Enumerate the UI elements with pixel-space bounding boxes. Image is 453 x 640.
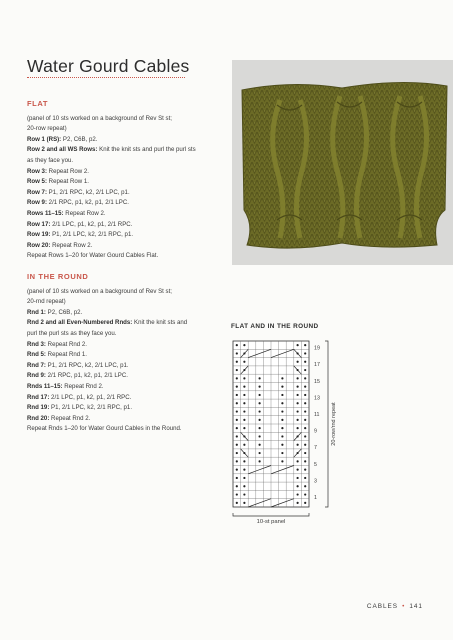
purl-dot [281,410,283,412]
instruction-text: Repeat Rnd 2. [45,340,87,348]
instruction-row-label: Row 2 and all WS Rows: [27,146,98,154]
panel-bracket [233,513,309,516]
instruction-text: 2/1 RPC, p1, k2, p1, 2/1 LPC. [46,199,129,207]
instruction-line [27,241,222,252]
purl-dot [281,386,283,388]
round-instructions [27,272,222,435]
purl-dot [304,477,306,479]
instruction-text: Repeat Row 2. [50,241,93,249]
instruction-text: Repeat Rows 1–20 for Water Gourd Cables Flat. [27,252,159,260]
purl-dot [259,386,261,388]
purl-dot [304,493,306,495]
instruction-text: (panel of 10 sts worked on a background of Rev St st; [27,114,172,122]
purl-dot [236,361,238,363]
instruction-row-label: Rnd 1: [27,308,46,316]
purl-dot [297,361,299,363]
instruction-row-label: Row 7: [27,188,47,196]
purl-dot [243,377,245,379]
purl-dot [297,419,299,421]
purl-dot [259,435,261,437]
purl-dot [259,444,261,446]
purl-dot [304,352,306,354]
purl-dot [297,410,299,412]
purl-dot [304,435,306,437]
purl-dot [304,402,306,404]
instruction-row-label: Rnd 3: [27,340,46,348]
instruction-line [27,188,222,199]
instruction-line [27,424,222,435]
instruction-text: Repeat Row 1. [46,178,89,186]
purl-dot [236,444,238,446]
instruction-line [27,156,222,167]
purl-dot [243,493,245,495]
instruction-row-label: Row 3: [27,167,47,175]
purl-dot [259,394,261,396]
round-heading: IN THE ROUND [27,272,89,281]
purl-dot [304,386,306,388]
instruction-text: 2/1 LPC, p1, k2, p1, 2/1 RPC. [49,393,132,401]
purl-dot [259,452,261,454]
purl-dot [236,386,238,388]
instruction-line [27,371,222,382]
row-number: 19 [314,345,320,352]
purl-dot [304,369,306,371]
purl-dot [304,419,306,421]
purl-dot [304,361,306,363]
instruction-row-label: Row 9: [27,199,47,207]
instruction-row-label: Rnds 11–15: [27,382,63,390]
purl-dot [236,352,238,354]
instruction-text: 2/1 LPC, p1, k2, p1, 2/1 RPC. [50,220,133,228]
instruction-line [27,177,222,188]
purl-dot [297,477,299,479]
title-divider [27,77,185,78]
instruction-text: Repeat Row 2. [46,167,89,175]
instruction-row-label: Rows 11–15: [27,209,64,217]
row-number: 15 [314,378,320,385]
purl-dot [243,502,245,504]
purl-dot [304,410,306,412]
instruction-line [27,209,222,220]
footer-bullet: • [402,603,406,610]
instruction-line [27,308,222,319]
instruction-text: as they face you. [27,156,74,164]
purl-dot [297,502,299,504]
purl-dot [304,344,306,346]
purl-dot [243,477,245,479]
instruction-line [27,251,222,262]
purl-dot [281,427,283,429]
purl-dot [236,485,238,487]
instruction-text: Repeat Rnd 2. [49,414,91,422]
purl-dot [236,402,238,404]
purl-dot [304,502,306,504]
instruction-line [27,230,222,241]
purl-dot [297,485,299,487]
row-number: 3 [314,478,317,485]
instruction-text: P1, 2/1 LPC, k2, 2/1 RPC, p1. [49,404,133,412]
instruction-row-label: Row 19: [27,231,51,239]
purl-dot [304,452,306,454]
instruction-line [27,167,222,178]
instruction-line [27,414,222,425]
page-title: Water Gourd Cables [27,56,190,76]
purl-dot [236,493,238,495]
page-footer [367,603,423,610]
instruction-line [27,287,222,298]
purl-dot [243,485,245,487]
row-number: 1 [314,495,317,502]
purl-dot [297,427,299,429]
instruction-text: P2, C6B, p2. [45,308,83,316]
purl-dot [304,427,306,429]
row-number: 7 [314,445,317,452]
footer-section: CABLES [366,603,399,610]
purl-dot [297,402,299,404]
instruction-text: purl the purl sts as they face you. [27,329,117,337]
purl-dot [236,410,238,412]
row-number: 9 [314,428,317,435]
row-number: 11 [314,412,320,419]
purl-dot [304,485,306,487]
panel-label: 10-st panel [256,519,286,526]
purl-dot [297,394,299,396]
instruction-text: P1, 2/1 RPC, k2, 2/1 LPC, p1. [46,188,130,196]
instruction-text: 2/1 RPC, p1, k2, p1, 2/1 LPC. [45,372,128,380]
purl-dot [281,394,283,396]
instruction-line [27,340,222,351]
instruction-line [27,329,222,340]
instruction-row-label: Rnd 9: [27,372,46,380]
instruction-row-label: Rnd 19: [27,404,50,412]
instruction-row-label: Rnd 5: [27,351,46,359]
purl-dot [243,410,245,412]
instruction-text: Repeat Rnd 2. [62,382,104,390]
purl-dot [236,377,238,379]
purl-dot [236,394,238,396]
purl-dot [281,452,283,454]
instruction-text: Knit the knit sts and [132,319,188,327]
purl-dot [236,419,238,421]
purl-dot [281,444,283,446]
instruction-row-label: Row 1 (RS): [27,135,62,143]
instruction-line [27,403,222,414]
instruction-line [27,145,222,156]
purl-dot [243,402,245,404]
instruction-line [27,393,222,404]
purl-dot [243,419,245,421]
instruction-text: P1, 2/1 RPC, k2, 2/1 LPC, p1. [45,361,129,369]
page-number: 141 [409,603,423,610]
instruction-line [27,297,222,308]
instruction-text: (panel of 10 sts worked on a background of Rev St st; [27,287,172,295]
instruction-text: 20-row repeat) [27,125,67,133]
purl-dot [304,469,306,471]
purl-dot [281,402,283,404]
purl-dot [304,444,306,446]
chart-heading: FLAT AND IN THE ROUND [231,323,319,330]
instruction-text: Knit the knit sts and purl the purl sts [97,146,196,154]
instruction-line [27,124,222,135]
flat-heading: FLAT [27,99,49,108]
instruction-row-label: Rnd 17: [27,393,50,401]
purl-dot [243,469,245,471]
purl-dot [236,344,238,346]
purl-dot [236,502,238,504]
purl-dot [236,460,238,462]
repeat-bracket [325,341,328,507]
purl-dot [259,460,261,462]
instruction-line [27,220,222,231]
instruction-row-label: Row 20: [27,241,51,249]
instruction-text: Repeat Rnd 1. [45,351,87,359]
purl-dot [259,427,261,429]
purl-dot [281,435,283,437]
purl-dot [297,344,299,346]
row-number: 5 [314,461,317,468]
purl-dot [259,377,261,379]
purl-dot [259,410,261,412]
instruction-line [27,318,222,329]
purl-dot [236,427,238,429]
instruction-text: Repeat Rnds 1–20 for Water Gourd Cables in the Round. [27,425,182,433]
purl-dot [281,419,283,421]
purl-dot [243,444,245,446]
instruction-text: P1, 2/1 LPC, k2, 2/1 RPC, p1. [50,231,134,239]
stitch-chart [226,334,351,534]
instruction-line [27,350,222,361]
purl-dot [281,460,283,462]
purl-dot [297,386,299,388]
instruction-text: Repeat Row 2. [63,209,106,217]
purl-dot [236,477,238,479]
purl-dot [243,344,245,346]
purl-dot [297,377,299,379]
instruction-row-label: Row 5: [27,178,47,186]
purl-dot [236,452,238,454]
purl-dot [243,361,245,363]
purl-dot [243,460,245,462]
purl-dot [259,419,261,421]
swatch-photo [232,60,453,265]
instruction-row-label: Rnd 20: [27,414,50,422]
instruction-line [27,382,222,393]
purl-dot [297,469,299,471]
purl-dot [236,369,238,371]
instruction-line [27,361,222,372]
instruction-line [27,135,222,146]
instruction-text: 20-rnd repeat) [27,298,66,306]
purl-dot [304,460,306,462]
purl-dot [297,493,299,495]
instruction-line [27,114,222,125]
purl-dot [243,427,245,429]
flat-instructions [27,99,222,262]
purl-dot [281,377,283,379]
instruction-text: P2, C6B, p2. [61,135,98,143]
row-number: 13 [314,395,320,402]
instruction-row-label: Row 17: [27,220,51,228]
instruction-row-label: Rnd 2 and all Even-Numbered Rnds: [27,319,133,327]
instruction-line [27,198,222,209]
purl-dot [304,377,306,379]
repeat-label: 20-row/rnd repeat [331,402,337,446]
instruction-row-label: Rnd 7: [27,361,46,369]
purl-dot [259,402,261,404]
row-number: 17 [314,362,320,369]
purl-dot [243,386,245,388]
purl-dot [236,469,238,471]
purl-dot [297,444,299,446]
purl-dot [304,394,306,396]
purl-dot [236,435,238,437]
purl-dot [297,460,299,462]
purl-dot [243,394,245,396]
